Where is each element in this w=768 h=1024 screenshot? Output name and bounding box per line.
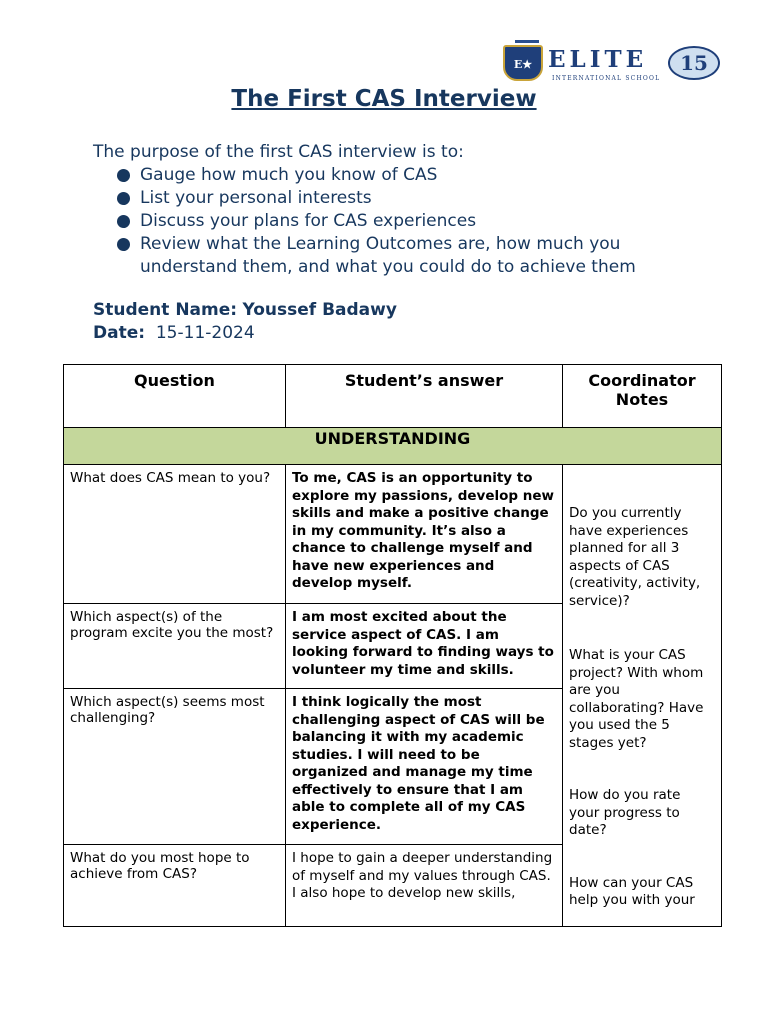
date-line xyxy=(93,322,255,345)
anniversary-badge-icon xyxy=(668,46,720,80)
note-experiences: Do you currently have experiences planned for all 3 aspects of CAS (creativity, activity, service)? xyxy=(569,505,701,609)
header-question: Question xyxy=(64,365,286,428)
question-cell: Which aspect(s) seems most challenging? xyxy=(64,689,286,845)
list-item: Discuss your plans for CAS experiences xyxy=(115,210,695,233)
bullet-icon xyxy=(117,169,130,182)
answer-cell: I am most excited about the service aspect of CAS. I am looking forward to finding ways to volunteer my time and skills. xyxy=(286,604,563,689)
bullet-icon xyxy=(117,192,130,205)
interview-table xyxy=(63,364,722,927)
list-item: Gauge how much you know of CAS xyxy=(115,164,695,187)
school-logo xyxy=(500,42,726,92)
table-header-row xyxy=(64,365,722,428)
bullet-icon xyxy=(117,238,130,251)
badge-number: 15 xyxy=(680,51,708,75)
logo-subtitle: INTERNATIONAL SCHOOL xyxy=(552,75,661,82)
page-title: The First CAS Interview xyxy=(231,86,537,112)
answer-paragraph: I hope to gain a deeper understanding of myself and my values through CAS. xyxy=(292,850,553,884)
table-row xyxy=(64,465,722,604)
list-item: Review what the Learning Outcomes are, how much you understand them, and what you could do to achieve them xyxy=(115,233,695,279)
bullet-icon xyxy=(117,215,130,228)
question-cell: What do you most hope to achieve from CAS? xyxy=(64,845,286,927)
student-name-label: Student Name: xyxy=(93,300,238,320)
header-answer: Student’s answer xyxy=(286,365,563,428)
note-project: What is your CAS project? With whom are you collaborating? Have you used the 5 stages yet? xyxy=(569,647,704,751)
question-cell: Which aspect(s) of the program excite you the most? xyxy=(64,604,286,689)
logo-wordmark: ELITE xyxy=(548,46,648,73)
header-notes: Coordinator Notes xyxy=(563,365,722,428)
crest-monogram: E★ xyxy=(513,58,533,71)
answer-cell: I think logically the most challenging aspect of CAS will be balancing it with my academic studies. I will need to be organized and manage my time effectively to ensure that I am able to complete all of my CAS experience. xyxy=(286,689,563,845)
date-label: Date: xyxy=(93,323,146,343)
crest-icon xyxy=(503,45,543,81)
section-row xyxy=(64,428,722,465)
section-title: UNDERSTANDING xyxy=(64,428,722,465)
student-name-value: Youssef Badawy xyxy=(242,300,397,320)
question-cell: What does CAS mean to you? xyxy=(64,465,286,604)
purpose-list xyxy=(115,164,695,279)
crown-icon xyxy=(515,40,539,52)
date-value: 15-11-2024 xyxy=(155,323,255,343)
answer-cell: To me, CAS is an opportunity to explore my passions, develop new skills and make a positive change in my community. It’s also a chance to challenge myself and have new experiences and develop myself. xyxy=(286,465,563,604)
student-name-line xyxy=(93,299,397,322)
coordinator-notes-cell xyxy=(563,465,722,927)
answer-cell xyxy=(286,845,563,927)
answer-paragraph: I also hope to develop new skills, xyxy=(292,885,516,901)
list-item: List your personal interests xyxy=(115,187,695,210)
note-progress: How do you rate your progress to date? xyxy=(569,787,681,838)
intro-text: The purpose of the first CAS interview is to: xyxy=(93,142,464,162)
note-help: How can your CAS help you with your xyxy=(569,874,695,908)
